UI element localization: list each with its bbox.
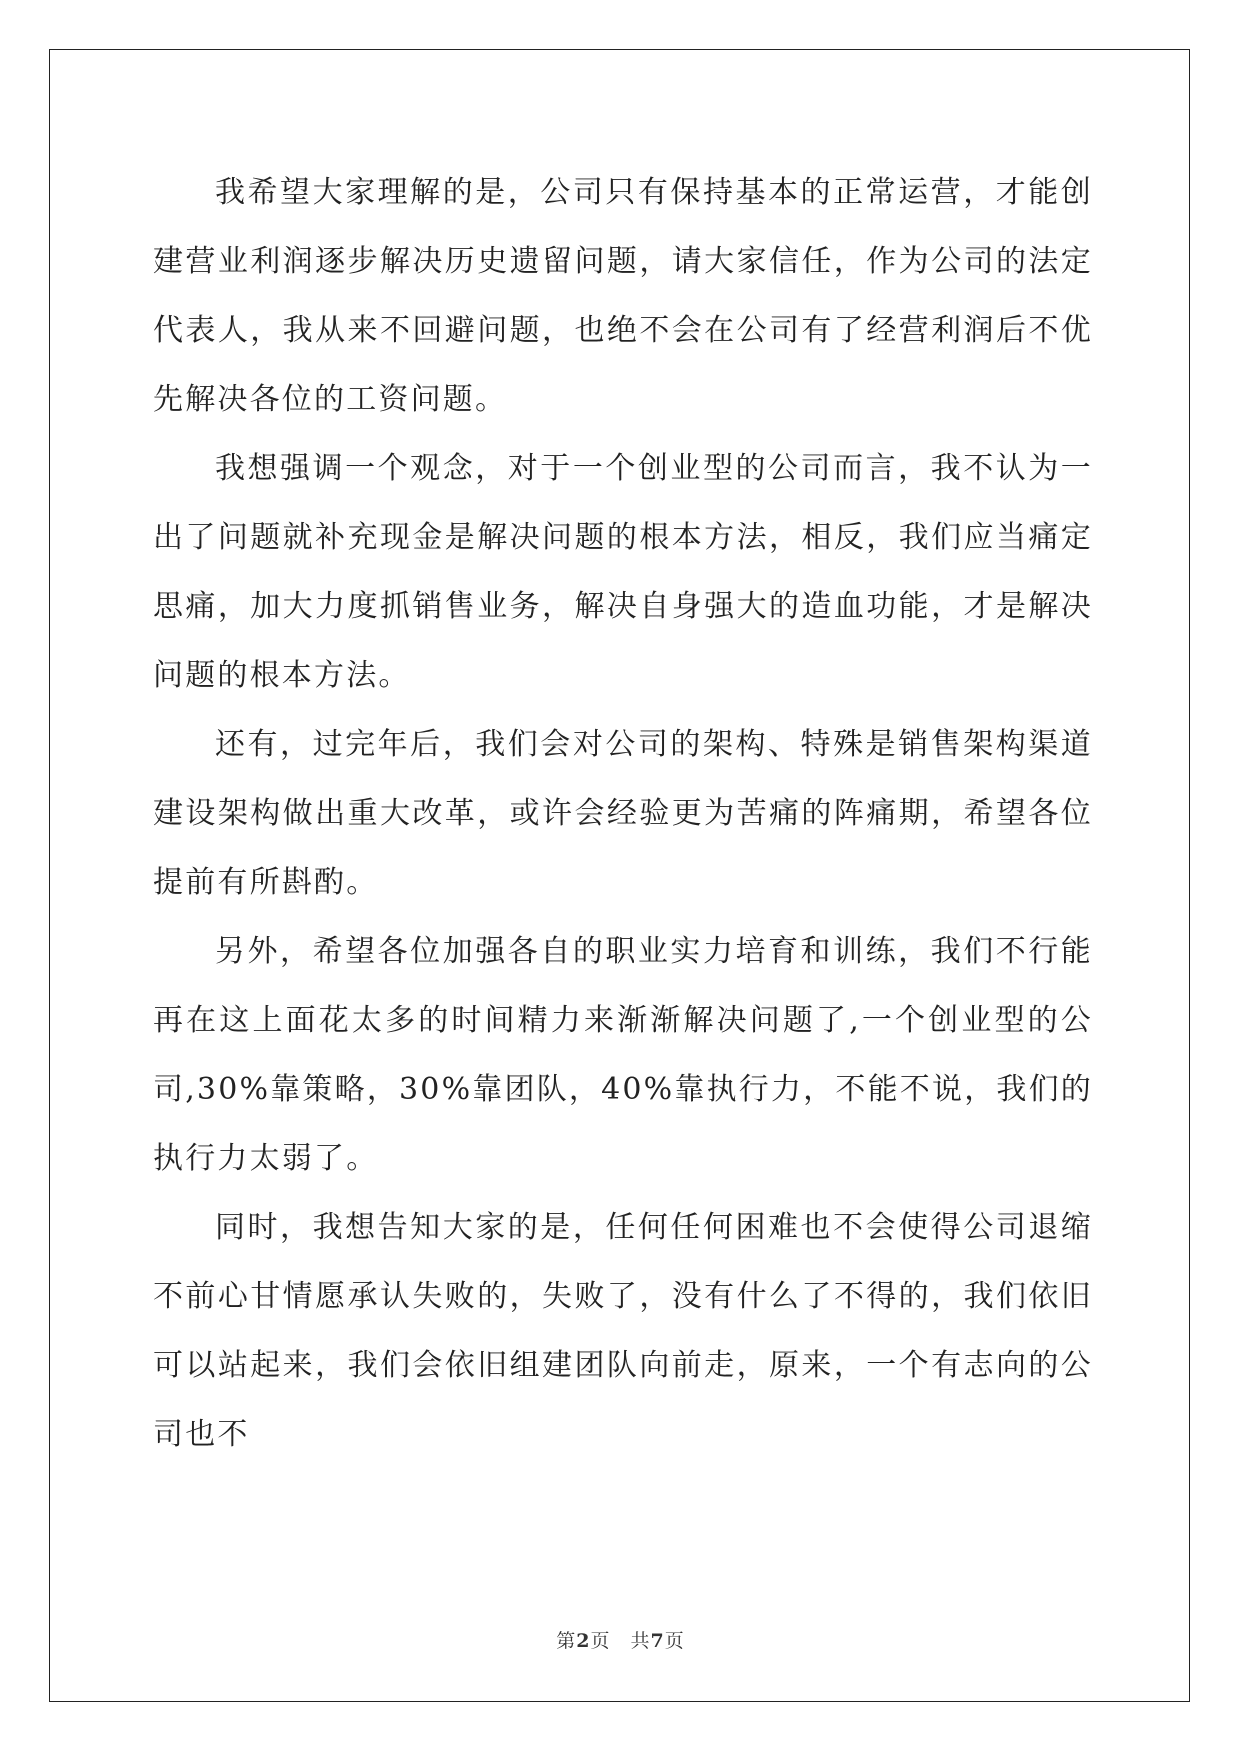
paragraph: 同时，我想告知大家的是，任何任何困难也不会使得公司退缩不前心甘情愿承认失败的，失败了，没有什么了不得的，我们依旧可以站起来，我们会依旧组建团队向前走，原来，一个有志向的公司也不 bbox=[153, 1210, 1093, 1452]
paragraph: 另外，希望各位加强各自的职业实力培育和训练，我们不行能再在这上面花太多的时间精力来渐渐解决问题了,一个创业型的公司,30%靠策略，30%靠团队，40%靠执行力，不能不说，我们的执行力太弱了。 bbox=[153, 934, 1093, 1176]
paragraph: 还有，过完年后，我们会对公司的架构、特殊是销售架构渠道建设架构做出重大改革，或许会经验更为苦痛的阵痛期，希望各位提前有所斟酌。 bbox=[153, 727, 1093, 900]
page-number-footer bbox=[0, 1626, 1241, 1653]
footer-total-suffix: 页 bbox=[664, 1630, 685, 1652]
footer-prefix: 第 bbox=[556, 1630, 577, 1652]
total-page-count: 7 bbox=[650, 1630, 665, 1652]
paragraph: 我希望大家理解的是，公司只有保持基本的正常运营，才能创建营业利润逐步解决历史遗留问题，请大家信任，作为公司的法定代表人，我从来不回避问题，也绝不会在公司有了经营利润后不优先解决各位的工资问题。 bbox=[153, 175, 1093, 417]
document-body bbox=[153, 158, 1093, 1469]
footer-total-prefix: 共 bbox=[630, 1630, 651, 1652]
footer-page-suffix: 页 bbox=[590, 1630, 611, 1652]
paragraph: 我想强调一个观念，对于一个创业型的公司而言，我不认为一出了问题就补充现金是解决问题的根本方法，相反，我们应当痛定思痛，加大力度抓销售业务，解决自身强大的造血功能，才是解决问题的根本方法。 bbox=[153, 451, 1093, 693]
current-page-number: 2 bbox=[576, 1630, 591, 1652]
